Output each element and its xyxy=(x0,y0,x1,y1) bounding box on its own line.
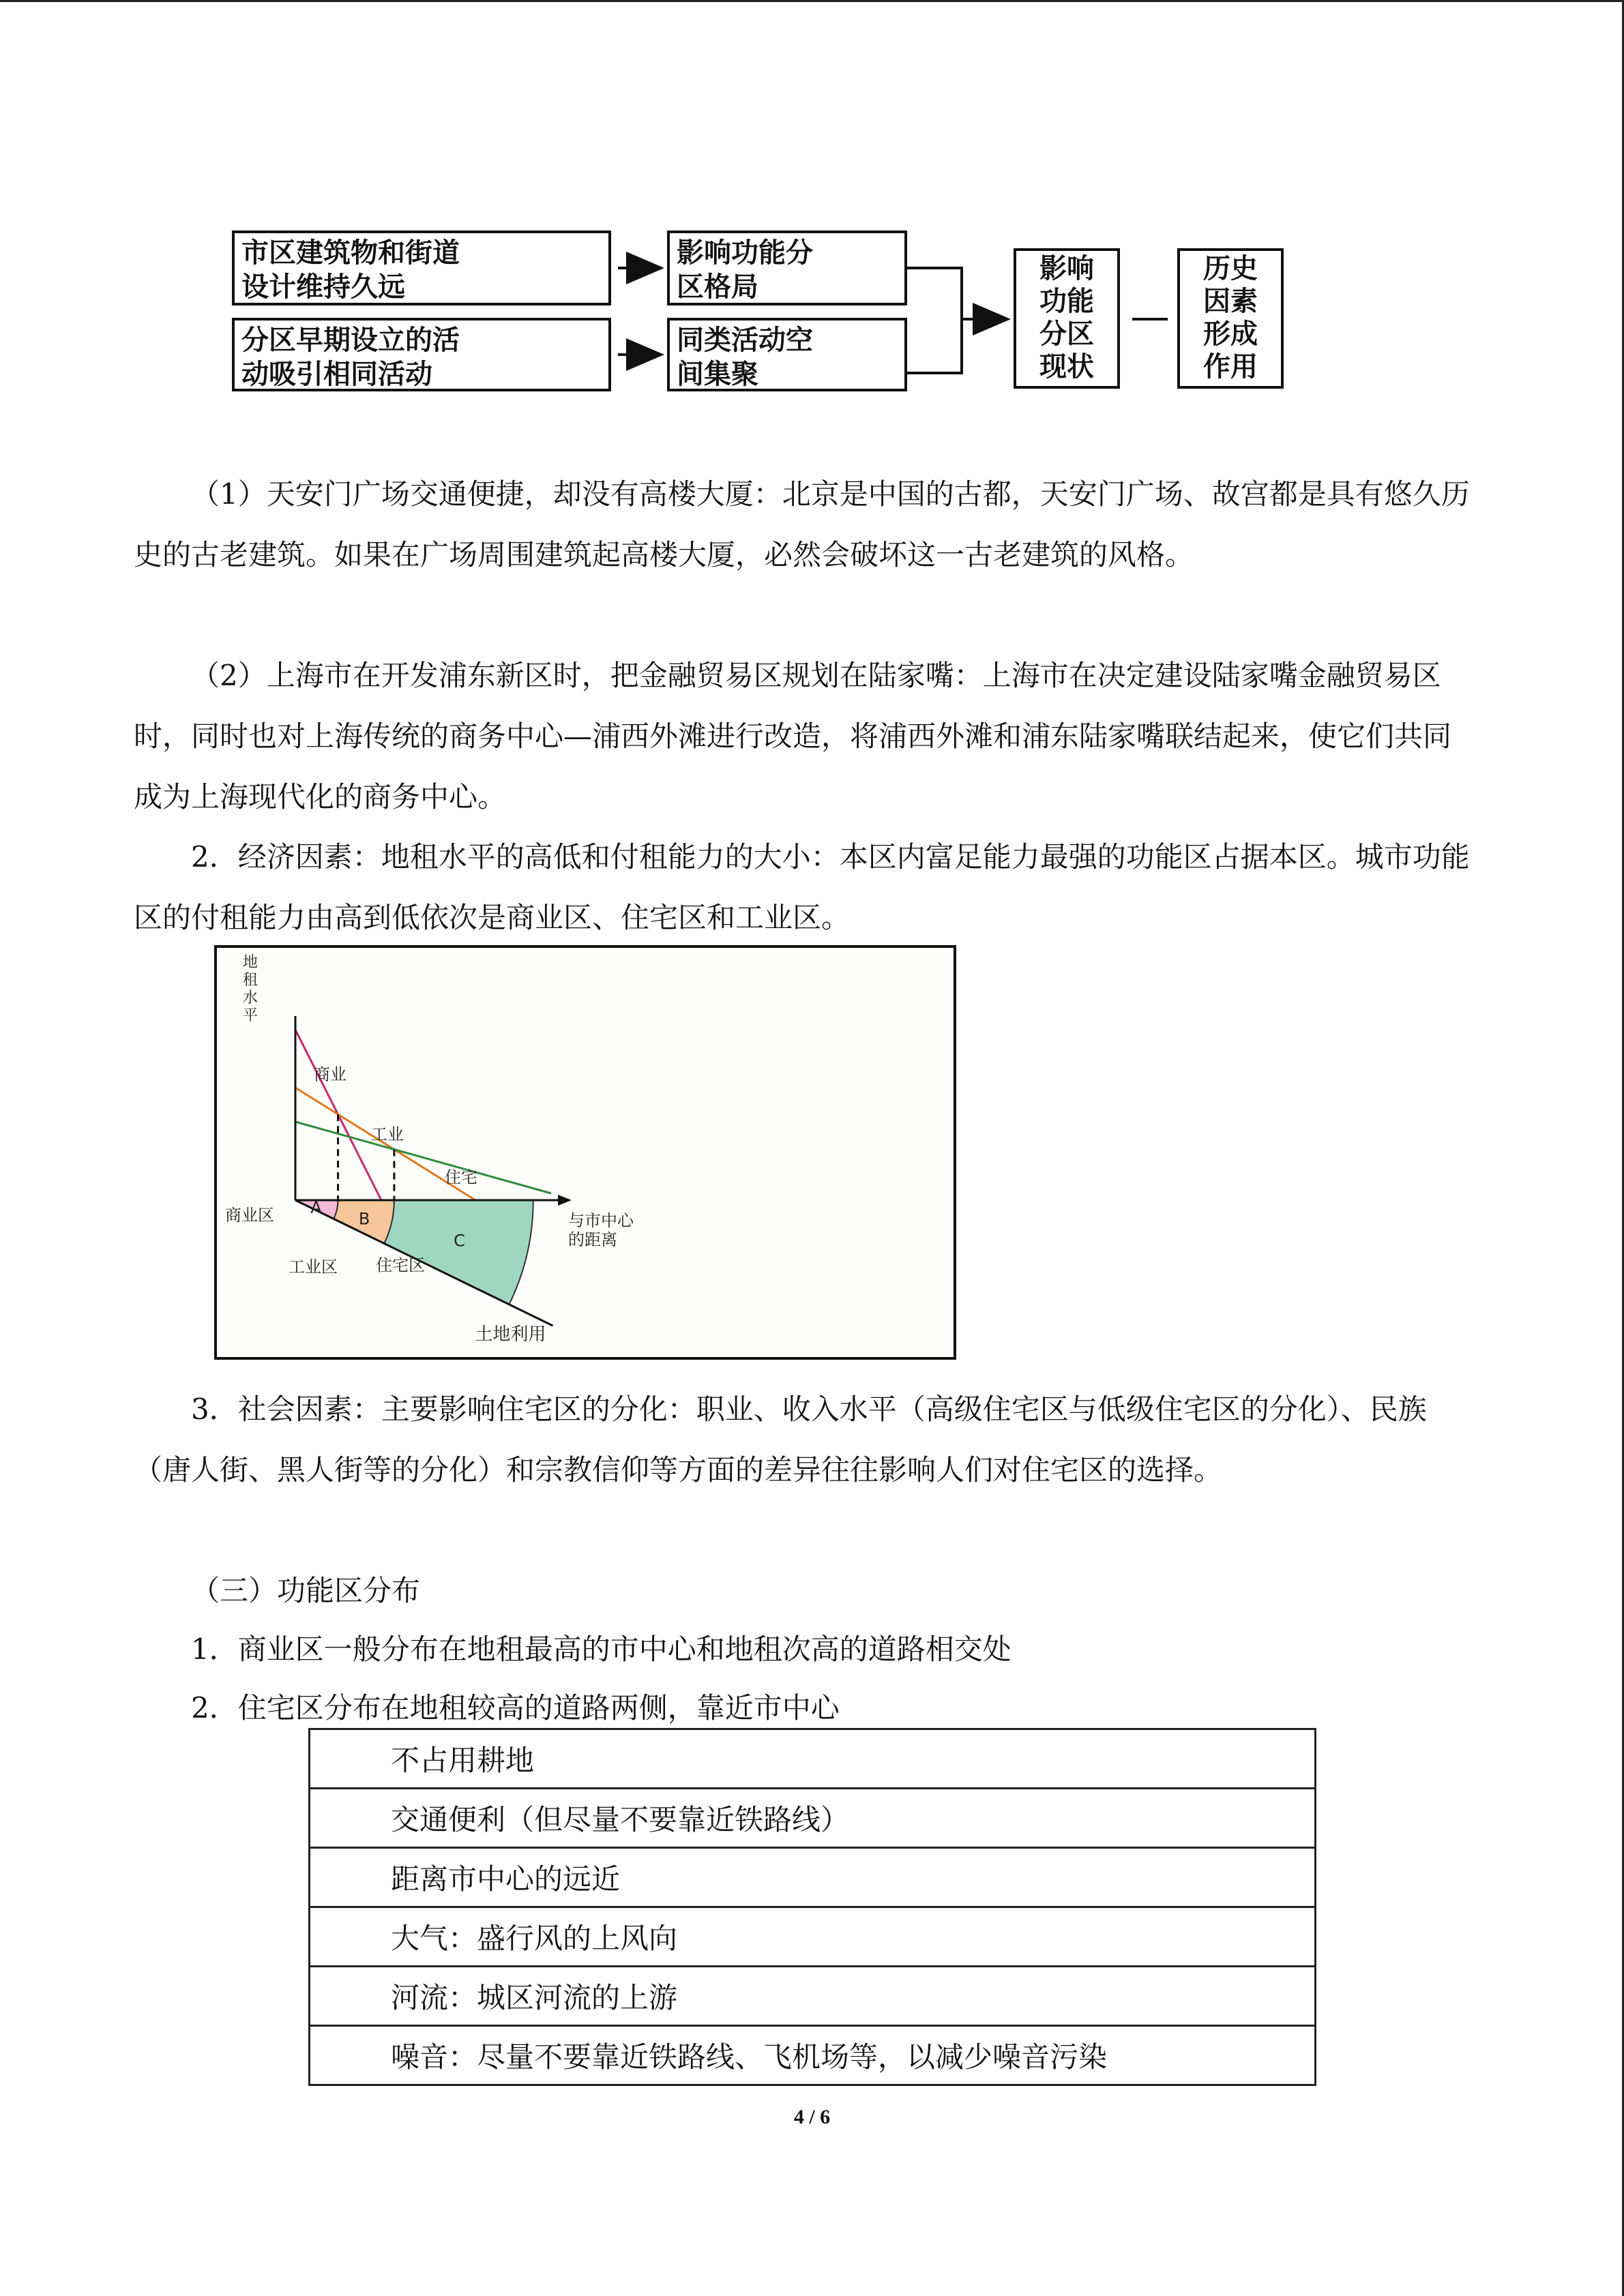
zone-letter-C: C xyxy=(454,1231,465,1251)
flow-box-line: 分区早期设立的活 xyxy=(241,325,460,356)
flow-box-line: 影响 xyxy=(1039,253,1094,284)
flow-box-line: 影响功能分 xyxy=(677,237,813,269)
page-number: 4 / 6 xyxy=(793,2106,831,2128)
table-row xyxy=(310,2026,1316,2085)
zone-C xyxy=(384,1200,533,1304)
flow-box-line: 形成 xyxy=(1203,318,1258,350)
table-row xyxy=(310,1848,1316,1907)
series-label-工业: 工业 xyxy=(370,1124,404,1144)
section-heading-distribution: （三）功能区分布 xyxy=(191,1574,421,1607)
paragraph-residential: 2．住宅区分布在地租较高的道路两侧，靠近市中心 xyxy=(191,1691,840,1725)
table-cell: 河流：城区河流的上游 xyxy=(310,1967,1316,2026)
bid-rent-chart xyxy=(214,945,956,1360)
y-axis-label: 地 xyxy=(243,954,259,971)
zone-name-B: 工业区 xyxy=(289,1257,338,1277)
series-label-商业: 商业 xyxy=(314,1064,346,1084)
flow-box-line: 间集聚 xyxy=(677,359,758,390)
flow-box-line: 作用 xyxy=(1203,351,1258,383)
flow-box-line: 因素 xyxy=(1203,286,1258,317)
location-factors-table xyxy=(308,1728,1316,2086)
zone-letter-A: A xyxy=(310,1198,322,1218)
series-line-住宅 xyxy=(295,1122,551,1193)
paragraph-commercial: 1．商业区一般分布在地租最高的市中心和地租次高的道路相交处 xyxy=(191,1632,1012,1666)
table-row xyxy=(310,1967,1316,2026)
y-axis-label: 水 xyxy=(243,989,259,1007)
bid-rent-svg xyxy=(217,948,954,1357)
paragraph-tiananmen: （1）天安门广场交通便捷，却没有高楼大厦：北京是中国的古都，天安门广场、故宫都是具有悠久历史的古老建筑。如果在广场周围建筑起高楼大厦，必然会破坏这一古老建筑的风格。 xyxy=(134,477,1470,571)
zone-name-C: 住宅区 xyxy=(376,1255,426,1275)
flow-connectors xyxy=(0,0,1624,477)
paragraph-shanghai: （2）上海市在开发浦东新区时，把金融贸易区规划在陆家嘴：上海市在决定建设陆家嘴金融贸易区时，同时也对上海传统的商务中心—浦西外滩进行改造，将浦西外滩和浦东陆家嘴联结起来，使它们共同成为上海现代化的商务中心。 xyxy=(134,659,1452,814)
x-axis-label-line2: 的距离 xyxy=(568,1230,617,1249)
table-cell: 距离市中心的远近 xyxy=(310,1848,1316,1907)
flow-box-line: 分区 xyxy=(1039,318,1094,350)
zone-name-A: 商业区 xyxy=(225,1206,274,1225)
table-cell: 大气：盛行风的上风向 xyxy=(310,1907,1316,1967)
x-axis-label-line1: 与市中心 xyxy=(568,1211,634,1230)
table-cell: 交通便利（但尽量不要靠近铁路线） xyxy=(310,1789,1316,1848)
y-axis-label: 租 xyxy=(243,972,259,989)
zone-letter-B: B xyxy=(358,1209,370,1229)
flow-box-line: 设计维持久远 xyxy=(241,271,405,303)
flow-box-line: 现状 xyxy=(1039,351,1094,383)
land-use-label: 土地利用 xyxy=(475,1324,546,1345)
paragraph-social-factor: 3．社会因素：主要影响住宅区的分化：职业、收入水平（高级住宅区与低级住宅区的分化）、民族（唐人街、黑人街等的分化）和宗教信仰等方面的差异往往影响人们对住宅区的选择。 xyxy=(134,1392,1427,1487)
flow-box-line: 历史 xyxy=(1203,253,1258,284)
flow-box-line: 动吸引相同活动 xyxy=(241,359,432,390)
table-row xyxy=(310,1729,1316,1789)
x-axis-arrow xyxy=(558,1195,572,1206)
flow-box-line: 区格局 xyxy=(677,271,758,303)
flow-box-line: 同类活动空 xyxy=(677,325,813,356)
paragraph-economic-factor: 2．经济因素：地租水平的高低和付租能力的大小：本区内富足能力最强的功能区占据本区。城市功能区的付租能力由高到低依次是商业区、住宅区和工业区。 xyxy=(134,840,1470,934)
table-row xyxy=(310,1907,1316,1967)
flow-bracket xyxy=(907,268,962,373)
table-cell: 不占用耕地 xyxy=(310,1729,1316,1789)
y-axis-label: 平 xyxy=(243,1007,259,1024)
flow-box-line: 市区建筑物和街道 xyxy=(241,237,460,269)
flow-box-line: 功能 xyxy=(1039,286,1094,317)
series-label-住宅: 住宅 xyxy=(445,1167,477,1187)
table-cell: 噪音：尽量不要靠近铁路线、飞机场等，以减少噪音污染 xyxy=(310,2026,1316,2085)
table-row xyxy=(310,1789,1316,1848)
